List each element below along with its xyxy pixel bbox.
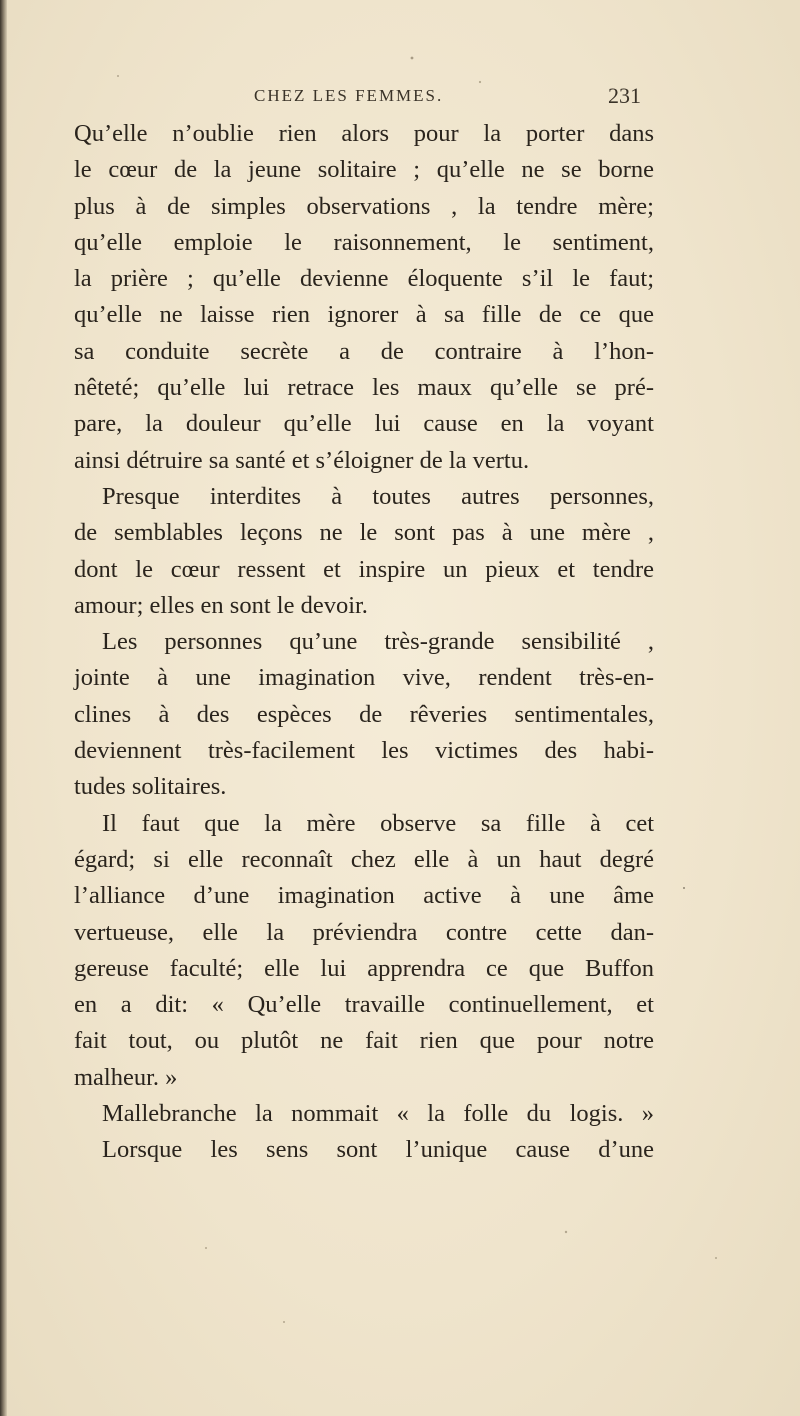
text-line: égard; si elle reconnaît chez elle à un haut degré	[74, 845, 654, 873]
text-line: de semblables leçons ne le sont pas à une mère ,	[74, 519, 654, 547]
paper-speck	[205, 1247, 207, 1249]
paragraph-first-line: Presque interdites à toutes autres personnes,	[102, 482, 654, 510]
text-line: vertueuse, elle la préviendra contre cette dan-	[74, 918, 654, 946]
paper-speck	[283, 1321, 285, 1323]
text-line: pare, la douleur qu’elle lui cause en la voyant	[74, 410, 654, 438]
text-line: amour; elles en sont le devoir.	[74, 591, 368, 619]
body-text	[74, 116, 654, 1169]
page-header	[0, 83, 800, 112]
text-line: malheur. »	[74, 1063, 178, 1091]
running-head: CHEZ LES FEMMES.	[254, 86, 444, 105]
page-number: 231	[608, 83, 641, 108]
text-line: sa conduite secrète a de contraire à l’hon-	[74, 337, 654, 365]
text-line: tudes solitaires.	[74, 773, 227, 801]
text-line: l’alliance d’une imagination active à une âme	[74, 882, 654, 910]
text-line: Qu’elle n’oublie rien alors pour la porter dans	[74, 120, 654, 147]
text-line: deviennent très-facilement les victimes des habi-	[74, 737, 654, 765]
text-line: ainsi détruire sa santé et s’éloigner de la vertu.	[74, 446, 530, 474]
paper-speck	[683, 887, 685, 889]
text-line: clines à des espèces de rêveries sentimentales,	[74, 700, 654, 728]
text-line: le cœur de la jeune solitaire ; qu’elle ne se borne	[74, 156, 654, 184]
paragraph-first-line: Il faut que la mère observe sa fille à cet	[102, 809, 654, 837]
text-line: la prière ; qu’elle devienne éloquente s’il le faut;	[74, 265, 654, 293]
paper-speck	[565, 1231, 567, 1233]
page-binding-edge	[0, 0, 7, 1416]
text-line: qu’elle ne laisse rien ignorer à sa fille de ce que	[74, 301, 654, 329]
text-line: plus à de simples observations , la tendre mère;	[74, 192, 654, 220]
paper-speck	[479, 81, 481, 83]
text-line: qu’elle emploie le raisonnement, le sentiment,	[74, 228, 654, 256]
paper-speck	[715, 1257, 717, 1259]
paragraph-first-line: Lorsque les sens sont l’unique cause d’une	[102, 1136, 654, 1164]
paragraph-first-line: Les personnes qu’une très-grande sensibilité ,	[102, 628, 654, 656]
text-line: fait tout, ou plutôt ne fait rien que pour notre	[74, 1027, 654, 1055]
text-line: nêteté; qu’elle lui retrace les maux qu’elle se pré-	[74, 374, 654, 402]
text-line: dont le cœur ressent et inspire un pieux et tendre	[74, 555, 654, 583]
paper-speck	[411, 57, 414, 60]
text-line: en a dit: « Qu’elle travaille continuellement, et	[74, 991, 654, 1019]
text-line: jointe à une imagination vive, rendent très-en-	[74, 664, 654, 692]
text-line: gereuse faculté; elle lui apprendra ce que Buffon	[74, 954, 654, 982]
paper-speck	[117, 75, 119, 77]
paragraph-first-line: Mallebranche la nommait « la folle du logis. »	[102, 1100, 654, 1128]
